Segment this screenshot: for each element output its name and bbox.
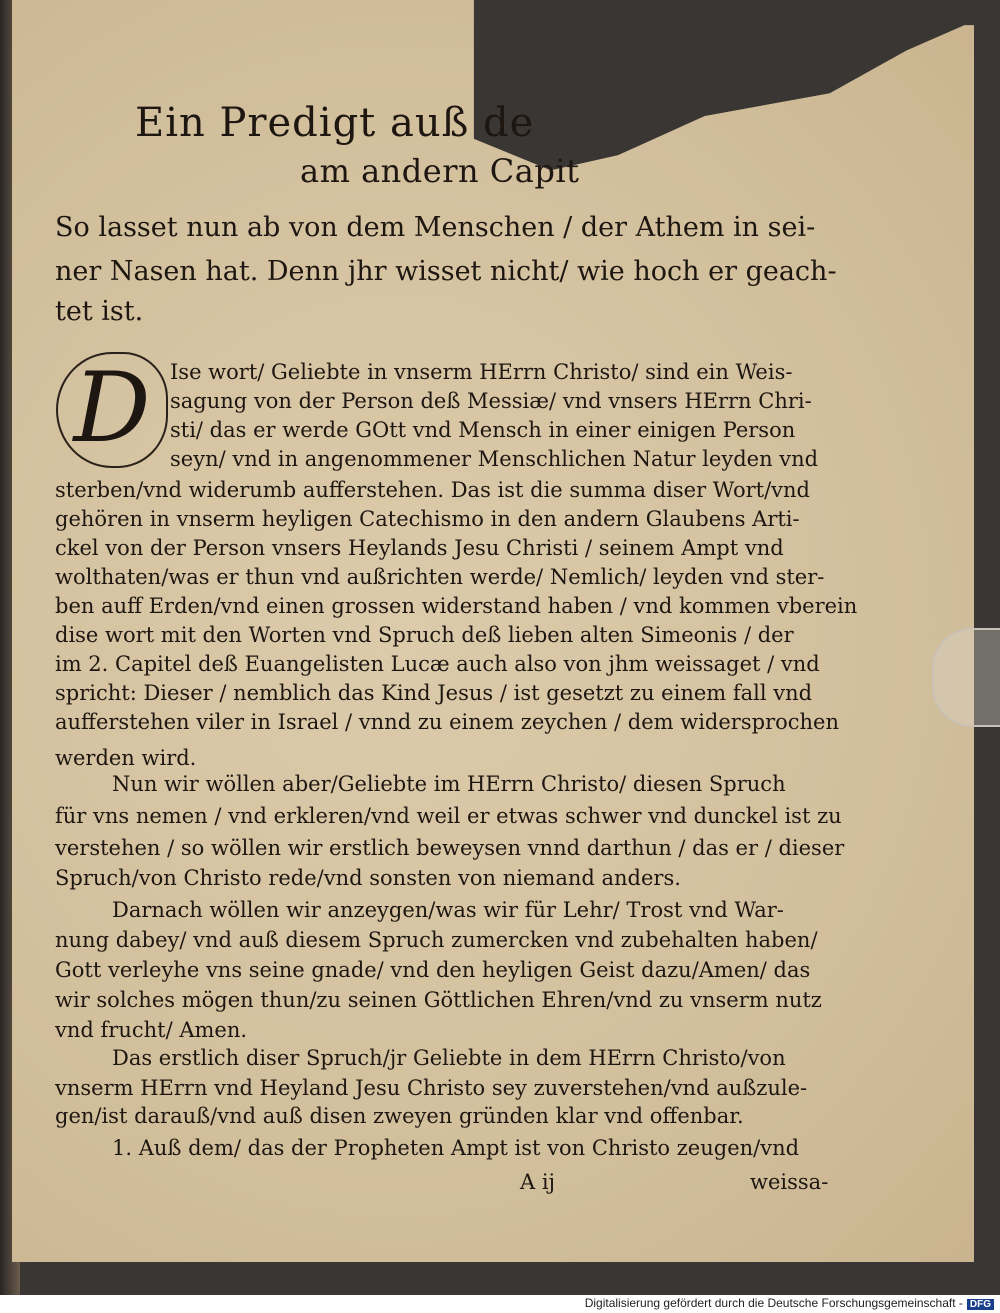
- body-line: verstehen / so wöllen wir erstlich beweysen vnnd darthun / das er / dieser: [55, 836, 845, 860]
- body-line: dise wort mit den Worten vnd Spruch deß lieben alten Simeonis / der: [55, 623, 794, 647]
- verse-line: ner Nasen hat. Denn jhr wisset nicht/ wie hoch er geach-: [55, 256, 837, 287]
- body-line: Nun wir wöllen aber/Geliebte im HErrn Christo/ diesen Spruch: [112, 772, 786, 796]
- body-line: Das erstlich diser Spruch/jr Geliebte in dem HErrn Christo/von: [112, 1046, 786, 1070]
- body-line: seyn/ vnd in angenommener Menschlichen Natur leyden vnd: [170, 447, 819, 471]
- body-line: vnd frucht/ Amen.: [55, 1018, 248, 1042]
- body-line: Spruch/von Christo rede/vnd sonsten von niemand anders.: [55, 866, 681, 890]
- body-line: Gott verleyhe vns seine gnade/ vnd den heyligen Geist dazu/Amen/ das: [55, 958, 811, 982]
- digitization-footer: [585, 1296, 994, 1310]
- body-line: Darnach wöllen wir anzeygen/was wir für Lehr/ Trost vnd War-: [112, 898, 784, 922]
- body-line: wolthaten/was er thun vnd außrichten werde/ Nemlich/ leyden vnd ster-: [55, 565, 825, 589]
- body-line: im 2. Capitel deß Euangelisten Lucæ auch also von jhm weissaget / vnd: [55, 652, 820, 676]
- body-line: spricht: Dieser / nemblich das Kind Jesus / ist gesetzt zu einem fall vnd: [55, 681, 813, 705]
- footer-text: Digitalisierung gefördert durch die Deutsche Forschungsgemeinschaft -: [584, 1296, 963, 1310]
- title-line-1: Ein Predigt auß de: [135, 100, 535, 146]
- body-line: sagung von der Person deß Messiæ/ vnd vnsers HErrn Chri-: [170, 389, 812, 413]
- dfg-logo: DFG: [967, 1299, 994, 1310]
- bookmark-tab: [932, 628, 1000, 727]
- body-line: werden wird.: [55, 746, 197, 770]
- body-line: sterben/vnd widerumb aufferstehen. Das ist die summa diser Wort/vnd: [55, 478, 810, 502]
- verse-line: tet ist.: [55, 296, 144, 327]
- signature-mark: A ij: [520, 1170, 556, 1194]
- body-line: sti/ das er werde GOtt vnd Mensch in einer einigen Person: [170, 418, 796, 442]
- body-line: gen/ist darauß/vnd auß disen zweyen gründen klar vnd offenbar.: [55, 1104, 744, 1128]
- body-line: für vns nemen / vnd erkleren/vnd weil er etwas schwer vnd dunckel ist zu: [55, 804, 842, 828]
- body-line: ben auff Erden/vnd einen grossen widerstand haben / vnd kommen vberein: [55, 594, 858, 618]
- body-line: 1. Auß dem/ das der Propheten Ampt ist von Christo zeugen/vnd: [112, 1136, 800, 1160]
- body-line: nung dabey/ vnd auß diesem Spruch zumercken vnd zubehalten haben/: [55, 928, 818, 952]
- verse-line: So lasset nun ab von dem Menschen / der Athem in sei-: [55, 212, 816, 243]
- catchword: weissa-: [750, 1170, 829, 1194]
- title-line-2: am andern Capit: [300, 152, 580, 190]
- body-line: ckel von der Person vnsers Heylands Jesu Christi / seinem Ampt vnd: [55, 536, 784, 560]
- body-line: aufferstehen viler in Israel / vnnd zu einem zeychen / dem widersprochen: [55, 710, 839, 734]
- body-line: vnserm HErrn vnd Heyland Jesu Christo sey zuverstehen/vnd außzule-: [55, 1076, 808, 1100]
- body-line: gehören in vnserm heyligen Catechismo in den andern Glaubens Arti-: [55, 507, 800, 531]
- body-line: Ise wort/ Geliebte in vnserm HErrn Christo/ sind ein Weis-: [170, 360, 793, 384]
- body-line: wir solches mögen thun/zu seinen Göttlichen Ehren/vnd zu vnserm nutz: [55, 988, 822, 1012]
- dropcap-initial: D: [56, 352, 168, 468]
